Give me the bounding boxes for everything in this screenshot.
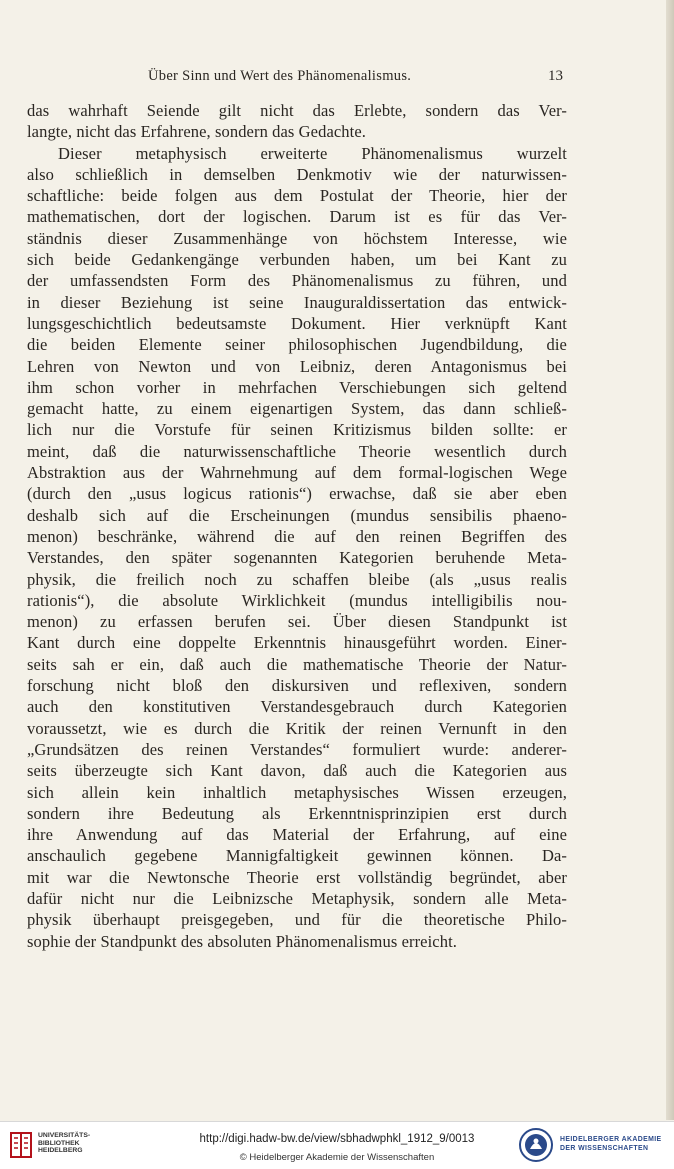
library-line-2: BIBLIOTHEK [38, 1139, 80, 1147]
page-number: 13 [548, 68, 563, 84]
text-line: seits sah er ein, daß auch die mathematische Theorie der Natur- [27, 654, 567, 674]
text-line: auch den konstitutiven Verstandesgebrauch durch Kategorien [27, 697, 567, 717]
text-line: anschaulich gegebene Mannigfaltigkeit gewinnen können. Da- [27, 846, 567, 866]
library-line-1: UNIVERSITÄTS- [38, 1132, 91, 1139]
text-line: das wahrhaft Seiende gilt nicht das Erlebte, sondern das Ver- [27, 101, 567, 120]
text-line: menon) zu erfassen berufen sei. Über diesen Standpunkt ist [27, 612, 567, 632]
text-line: ihm schon vorher in mehrfachen Verschiebungen sich geltend [27, 377, 567, 397]
text-line: also schließlich in demselben Denkmotiv wie der naturwissen- [27, 164, 567, 184]
text-line: physik überhaupt preisgegeben, und für die theoretische Philo- [27, 910, 567, 930]
text-line: sophie der Standpunkt des absoluten Phänomenalismus erreicht. [27, 931, 457, 951]
text-line: schaftliche: beide folgen aus dem Postulat der Theorie, hier der [27, 186, 567, 206]
text-line: physik, die freilich noch zu schaffen bleibe (als „usus realis [27, 569, 567, 589]
text-line: forschung nicht bloß den diskursiven und reflexiven, sondern [27, 676, 567, 696]
text-line: ihre Anwendung auf das Material der Erfahrung, auf eine [27, 825, 567, 845]
text-line: (durch den „usus logicus rationis“) erwachse, daß sie aber eben [27, 484, 567, 504]
running-head [0, 68, 674, 90]
footer-bar [0, 1121, 674, 1169]
text-line: „Grundsätzen des reinen Verstandes“ formuliert wurde: anderer- [27, 739, 567, 759]
text-line: Kant durch eine doppelte Erkenntnis hinausgeführt worden. Einer- [27, 633, 567, 653]
running-title: Über Sinn und Wert des Phänomenalismus. [148, 68, 412, 84]
text-line: seits überzeugte sich Kant davon, daß auch die Kategorien aus [27, 761, 567, 781]
source-url-link[interactable]: http://digi.hadw-bw.de/view/sbhadwphkl_1912_9/0013 [199, 1133, 475, 1145]
text-line: Dieser metaphysisch erweiterte Phänomenalismus wurzelt [58, 143, 567, 163]
academy-line-1: HEIDELBERGER AKADEMIE [560, 1136, 662, 1143]
text-line: ständnis dieser Zusammenhänge von höchstem Interesse, wie [27, 228, 567, 248]
text-line: langte, nicht das Erfahrene, sondern das Gedachte. [27, 122, 366, 142]
text-line: in dieser Beziehung ist seine Inauguraldissertation das entwick- [27, 292, 567, 312]
copyright-notice: © Heidelberger Akademie der Wissenschaften [239, 1152, 435, 1163]
text-line: mathematischen, dort der logischen. Darum ist es für das Ver- [27, 207, 567, 227]
academy-seal-icon [518, 1127, 554, 1163]
text-line: mit war die Newtonsche Theorie erst vollständig begründet, aber [27, 867, 567, 887]
text-line: meint, daß die naturwissenschaftliche Theorie wesentlich durch [27, 441, 567, 461]
text-line: sondern ihre Bedeutung als Erkenntnisprinzipien erst durch [27, 803, 567, 823]
text-line: die beiden Elemente seiner philosophischen Jugendbildung, die [27, 335, 567, 355]
text-line: sich allein kein inhaltlich metaphysisches Wissen erzeugen, [27, 782, 567, 802]
library-line-3: HEIDELBERG [38, 1147, 83, 1154]
text-line: lich nur die Vorstufe für seinen Kritizismus bilden sollte: er [27, 420, 567, 440]
text-line: deshalb sich auf die Erscheinungen (mundus sensibilis phaeno- [27, 505, 567, 525]
page-edge [666, 0, 674, 1120]
text-line: menon) beschränke, während die auf den reinen Begriffen des [27, 526, 567, 546]
text-line: Lehren von Newton und von Leibniz, deren Antagonismus bei [27, 356, 567, 376]
academy-line-2: DER WISSENSCHAFTEN [560, 1145, 649, 1152]
text-line: gemacht hatte, zu einem eigenartigen System, das dann schließ- [27, 399, 567, 419]
text-line: Verstandes, den später sogenannten Kategorien beruhende Meta- [27, 548, 567, 568]
text-line: dafür nicht nur die Leibnizsche Metaphysik, sondern alle Meta- [27, 888, 567, 908]
text-line: rationis“), die absolute Wirklichkeit (mundus intelligibilis nou- [27, 590, 567, 610]
text-line: Abstraktion aus der Wahrnehmung auf dem formal-logischen Wege [27, 463, 567, 483]
text-line: der umfassendsten Form des Phänomenalismus zu führen, und [27, 271, 567, 291]
academy-name [560, 1135, 662, 1153]
text-line: sich beide Gedankengänge verbunden haben, um bei Kant zu [27, 250, 567, 270]
body-text [27, 100, 567, 952]
text-line: voraussetzt, wie es durch die Kritik der reinen Vernunft in den [27, 718, 567, 738]
text-line: lungsgeschichtlich bedeutsamste Dokument. Hier verknüpft Kant [27, 313, 567, 333]
